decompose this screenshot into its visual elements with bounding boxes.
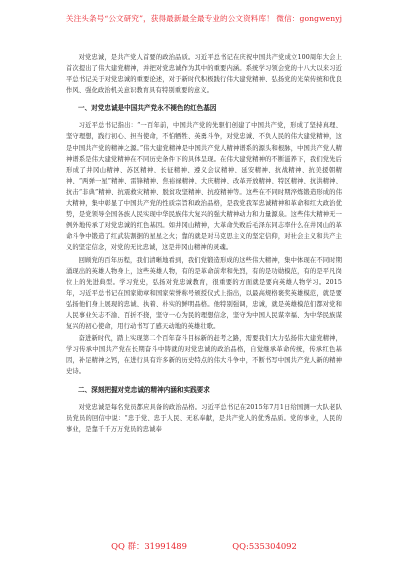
footer-qq-group: QQ 群：31991489	[111, 541, 187, 551]
footer-qq-contact: QQ:535304092	[232, 541, 297, 551]
page-header-banner: 关注头条号“公文研究”，获得最新最全最专业的公文资料库！ 微信：gongwenyj	[65, 14, 343, 23]
paragraph-intro: 对党忠诚，是共产党人首要的政治品质。习近平总书记在庆祝中国共产党成立100周年大会上首次提出了伟大建党精神，并把对党忠诚作为其中的重要内涵。系统学习领会党的十八大以来习近平总书记关于对党忠诚的重要论述，对于新时代积极践行伟大建党精神、弘扬党的光荣传统和优良作风、强化政治机关意识教育具有特别重要的意义。	[66, 54, 342, 95]
paragraph-new-era: 奋进新时代，踏上实现第二个百年奋斗目标新的赶考之路，需要我们大力弘扬伟大建党精神，学习传承中国共产党在长期奋斗中铸就的对党忠诚的政治品格，自觉继承革命传统，传承红色基因，补足精神之钙，在进行具有许多新的历史特点的伟大斗争中，不断书写中国共产党人新的精神史诗。	[66, 335, 342, 376]
page-footer	[0, 540, 408, 552]
document-body	[66, 52, 342, 436]
section-heading-2: 二、深刻把握对党忠诚的精神内涵和实践要求	[78, 385, 210, 394]
section-heading-1: 一、对党忠诚是中国共产党永不褪色的红色基因	[78, 104, 217, 113]
paragraph-heroes: 回顾党的百年历程，我们清晰地看到，我们党锻造形成的这些伟大精神，集中体现在不同时期涌现出的英雄人物身上，这些英雄人物，有的是革命前辈和先烈，有的是功勋模范，有的是平凡岗位上的先进典型。学习党史，弘扬对党忠诚教育，很重要的方面就是要向英雄人物学习。2015年，习近平总书记在国家勋章和国家荣誉称号颁授仪式上指出，以最高规格褒奖英雄模范，就是要弘扬他们身上展现的忠诚、执着、朴实的鲜明品格。他特别强调，忠诚，就是英雄模范们都对党和人民事业矢志不渝、百折不挠，坚守一心为民的理想信念，坚守为中国人民谋幸福、为中华民族谋复兴的初心使命，用行动书写了感天动地的英雄壮歌。	[66, 256, 342, 331]
paragraph-red-gene: 习近平总书记指出：“一百年前，中国共产党的先驱们创建了中国共产党，形成了坚持真理、坚守理想，践行初心、担当使命，不怕牺牲、英勇斗争，对党忠诚、不负人民的伟大建党精神，这是中国共产党的精神之源。”伟大建党精神是中国共产党人精神谱系的源头和根脉，中国共产党人精神谱系是伟大建党精神在不同历史条件下的具体呈现。在伟大建党精神的不断滋养下，我们党先后形成了井冈山精神、苏区精神、长征精神、遵义会议精神、延安精神、抗战精神、抗美援朝精神、“两弹一星”精神、雷锋精神、焦裕禄精神、大庆精神、改革开放精神、特区精神、抗洪精神、抗击“非典”精神、抗震救灾精神、脱贫攻坚精神、抗疫精神等。这些在不同时期淬炼锻造形成的伟大精神，集中彰显了中国共产党的性质宗旨和政治品格，是我党我军忠诚精神和革命和红大政治优势，是党领导全国各族人民实现中华民族伟大复兴的强大精神动力和力量源泉。这些伟大精神无一例外地传承了对党忠诚的红色基因。如井冈山精神，大革命失败后毛泽东同志率什么在井冈山的革命斗争中锻造了红武装割据的星星之火；靠的就是对马克思主义的坚定信仰，对社会主义和共产主义的坚定信念，对党的无比忠诚，这是井冈山精神的灵魂。	[66, 122, 342, 252]
paragraph-loyalty-quality: 对党忠诚是每名党员都应具备的政治品格。习近平总书记在2015年7月1日给国测一大队老队员党员的回信中说：“忠于党、忠于人民、无私奉献，是共产党人的优秀品质。党的事业，人民的事业，是靠千千万万党员的忠诚奉	[66, 403, 342, 433]
